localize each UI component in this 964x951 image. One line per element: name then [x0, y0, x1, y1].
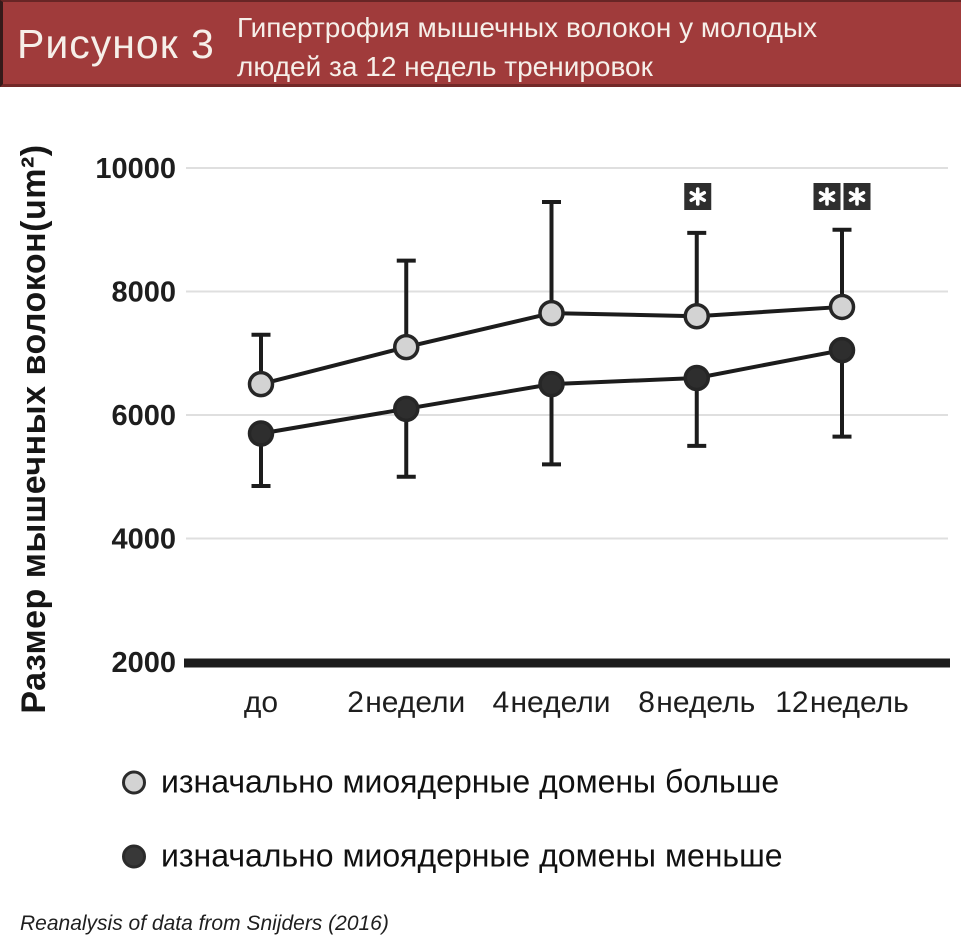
light-circle-marker-icon — [122, 770, 146, 794]
x-tick-label: 8 недель — [638, 686, 756, 719]
data-point-marker — [685, 366, 708, 389]
data-point-marker — [540, 373, 563, 396]
data-point-marker — [395, 397, 418, 420]
x-tick-label: 12 недель — [775, 686, 909, 719]
legend-item-larger-domains — [122, 764, 779, 801]
figure-title-line2: людей за 12 недель тренировок — [237, 51, 653, 82]
data-point-marker — [395, 336, 418, 359]
x-tick-label: до — [243, 686, 279, 719]
y-tick-label: 4000 — [111, 523, 176, 556]
y-tick-label: 8000 — [111, 276, 176, 309]
y-tick-label: 6000 — [111, 400, 176, 432]
data-point-marker — [685, 305, 708, 328]
figure-title-line1: Гипертрофия мышечных волокон у молодых — [237, 12, 818, 43]
y-tick-label: 2000 — [111, 647, 176, 679]
figure-number-label: Рисунок 3 — [17, 21, 215, 67]
data-point-marker — [831, 295, 854, 318]
data-point-marker — [250, 373, 273, 396]
x-tick-label: 2 недели — [347, 686, 466, 719]
data-point-marker — [540, 302, 563, 325]
data-point-marker — [250, 422, 273, 445]
legend-item-smaller-domains — [122, 838, 783, 875]
dark-circle-marker-icon — [122, 844, 146, 868]
data-point-marker — [831, 339, 854, 362]
y-axis-title: Размер мышечных волокон(um²) — [15, 144, 53, 714]
y-tick-label: 10000 — [95, 153, 176, 185]
legend-label: изначально миоядерные домены больше — [161, 763, 780, 800]
x-tick-label: 4 недели — [492, 686, 611, 719]
source-note: Reanalysis of data from Snijders (2016) — [20, 912, 389, 935]
legend-label: изначально миоядерные домены меньше — [161, 837, 783, 874]
